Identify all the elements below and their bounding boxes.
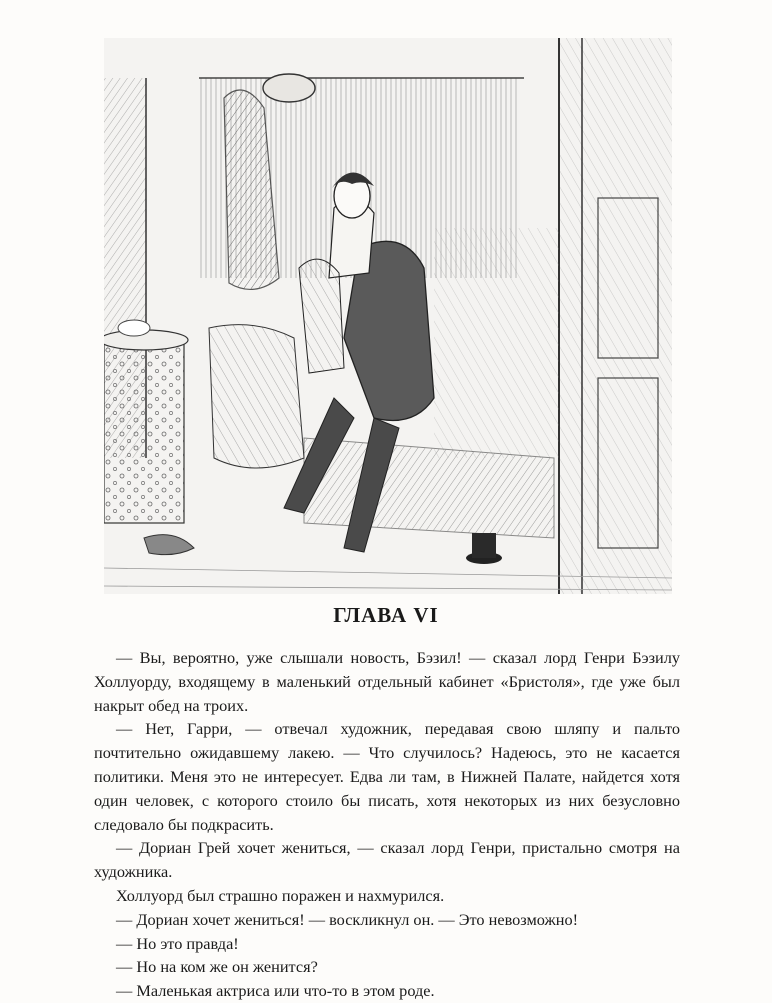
paragraph: — Нет, Гарри, — отвечал художник, передавая свою шляпу и пальто почтительно ожидавшему лакею. — Что случилось? Надеюсь, это не касается политики. Меня это не интересует. Едва ли там, в Нижней Палате, найдется хотя один человек, с которого стоило бы писать, хотя некоторых из них безусловно следовало бы подкрасить. (94, 719, 680, 834)
paragraph: Холлуорд был страшно поражен и нахмурился. (116, 885, 445, 905)
paragraph: — Но на ком же он женится? (116, 957, 318, 977)
paragraph: — Дориан хочет жениться! — воскликнул он. — Это невозможно! (116, 909, 579, 929)
paragraph: — Дориан Грей хочет жениться, — сказал лорд Генри, пристально смотря на художника. (94, 838, 680, 882)
paragraph: — Но это правда! (116, 933, 239, 953)
chapter-title: ГЛАВА VI (333, 603, 439, 627)
chapter-text (94, 646, 680, 1003)
chapter-illustration (104, 38, 672, 594)
engraving-drawing (104, 38, 672, 594)
paragraph: — Маленькая актриса или что-то в этом роде. (116, 981, 435, 1001)
paragraph: — Вы, вероятно, уже слышали новость, Бэзил! — сказал лорд Генри Бэзилу Холлуорду, входящему в маленький отдельный кабинет «Бристоля», где уже был накрыт обед на троих. (94, 648, 680, 715)
